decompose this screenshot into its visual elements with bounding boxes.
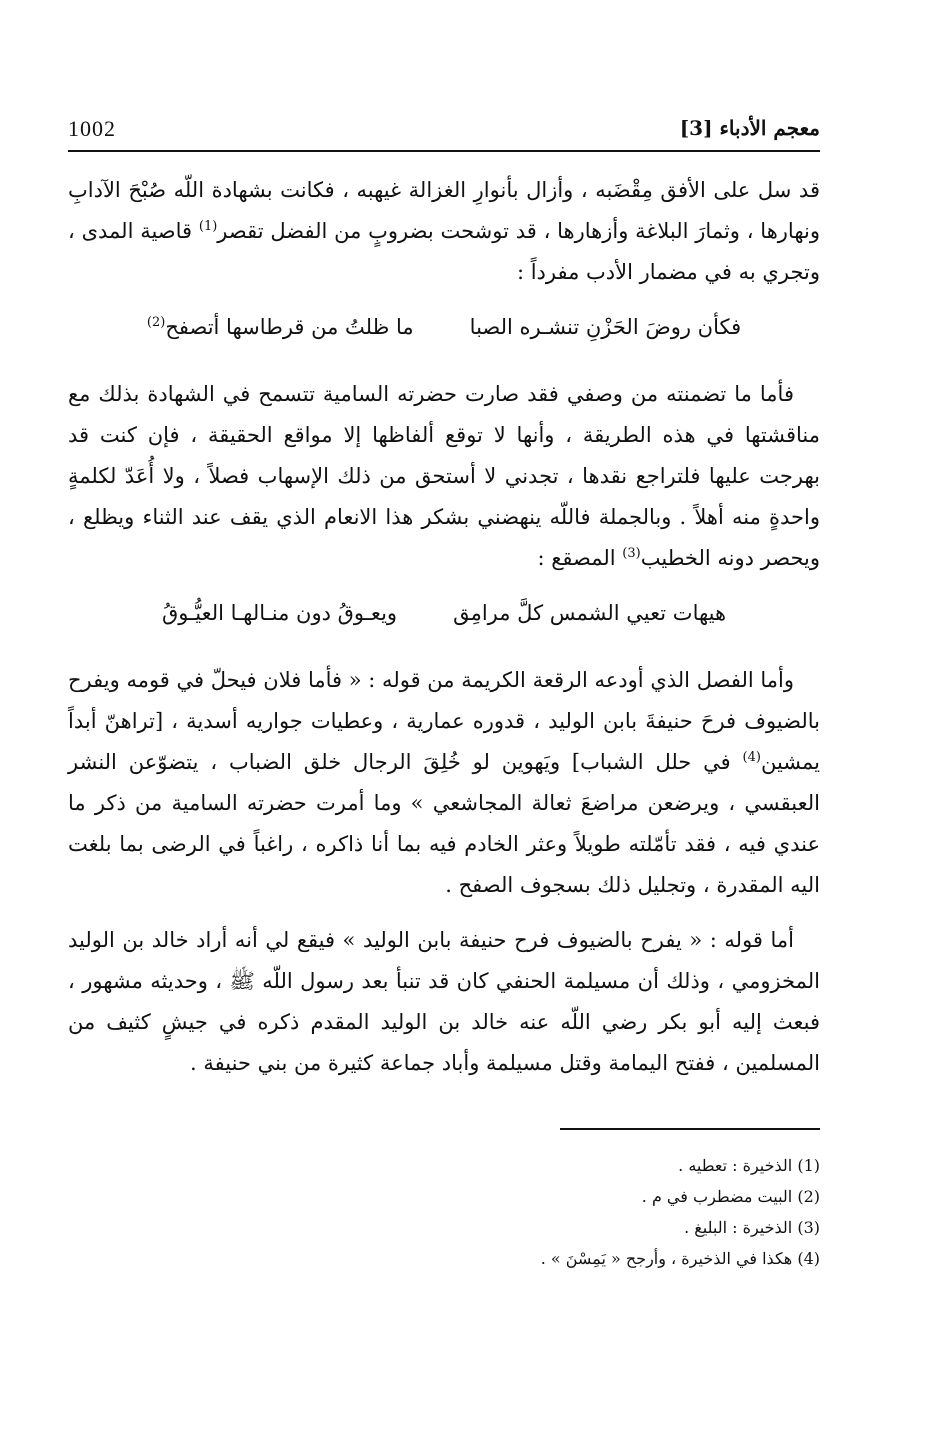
footnote-2: (2) البيت مضطرب في م . [641,1187,820,1206]
verse-text: ما ظلتُ من قرطاسها أتصفح [165,315,414,339]
page-header [68,110,820,152]
footnotes [68,1150,820,1274]
main-text [68,170,820,1098]
footnote-1: (1) الذخيرة : تعطيه . [678,1156,820,1175]
text-run: وأما الفصل الذي أودعه الرقعة الكريمة من قوله : « فأما فلان فيحلّ في قومه ويفرح بالضيوف فرحَ حنيفةَ بابن الوليد ، قدوره عمارية ، وعطيات جواريه أسدية ، [تراهنّ أبداً يمشين [68,668,820,774]
footnote-marker-2: (2) [146,315,166,330]
footnote-marker-4: (4) [742,750,761,765]
text-run: قد سل على الأفق مِقْضَبه ، وأزال بأنوارِ الغزالة غيهبه ، فكانت بشهادة اللّه صُبْحَ الآدابِ ونهارها ، وثمارَ البلاغة وأزهارها ، قد توشحت بضروبٍ من الفضل تقصر [68,178,820,243]
verse-2-second-hemistich: ويعـوقُ دون منـالهـا العيُّـوقُ [161,601,398,625]
text-run: أما قوله : « يفرح بالضيوف فرح حنيفة بابن الوليد » فيقع لي أنه أراد خالد بن الوليد المخزومي ، وذلك أن مسيلمة الحنفي كان قد تنبأ بعد رسول اللّه ﷺ ، وحديثه مشهور ، فبعث إليه أبو بكر رضي اللّه عنه خالد بن الوليد المقدم ذكره في جيشٍ كثيف من المسلمين ، ففتح اليمامة وقتل مسيلمة وأباد جماعة كثيرة من بني حنيفة . [68,928,820,1075]
text-run: فأما ما تضمنته من وصفي فقد صارت حضرته السامية تتسمح في الشهادة بذلك مع مناقشتها في هذه الطريقة ، وأنها لا توقع ألفاظها إلا مواقع الحقيقة ، فإن كنت قد بهرجت عليها فلتراجع نقدها ، تجدني لا أستحق من ذلك الإسهاب فصلاً ، ولا أُعَدّ لكلمةٍ واحدةٍ منه أهلاً . وبالجملة فاللّه ينهضني بشكر هذا الانعام الذي يقف عند الثناء ويظلع ، ويحصر دونه الخطيب [68,382,820,570]
text-run: قاصية المدى ، وتجري به في مضمار الأدب مفرداً : [68,219,820,284]
page-number: 1002 [68,116,116,141]
verse-1-second-hemistich [147,307,414,348]
footnote-4: (4) هكذا في الذخيرة ، وأرجح « يَمِسْنَ » . [540,1249,820,1268]
verse-2-first-hemistich: هيهات تعيي الشمس كلَّ مرامِق [453,601,727,625]
paragraph-1 [68,170,820,293]
paragraph-3 [68,660,820,906]
verse-1 [68,307,820,348]
verse-1-first-hemistich: فكأن روضَ الحَزْنِ تنشـره الصبا [469,315,742,339]
footnote-separator [560,1128,820,1130]
text-run: المصقع : [537,546,623,570]
footnote-3: (3) الذخيرة : البليغ . [684,1218,820,1237]
paragraph-4 [68,920,820,1084]
footnote-marker-3: (3) [622,546,641,561]
text-run: في حلل الشباب] ويَهوين لو خُلِقَ الرجال خلق الضباب ، يتضوّعن النشر العبقسي ، ويرضعن مراضعَ ثعالة المجاشعي » وما أمرت حضرته السامية من ذكر ما عندي فيه ، فقد تأمّلته طويلاً وعثر الخادم فيه بما أنا ذاكره ، راغباً في الرضى بما بلغت اليه المقدرة ، وتجليل ذلك بسجوف الصفح . [68,750,820,897]
running-title: معجم الأدباء [3] [679,116,820,140]
verse-2 [68,593,820,634]
paragraph-2 [68,374,820,579]
footnote-marker-1: (1) [198,219,218,234]
